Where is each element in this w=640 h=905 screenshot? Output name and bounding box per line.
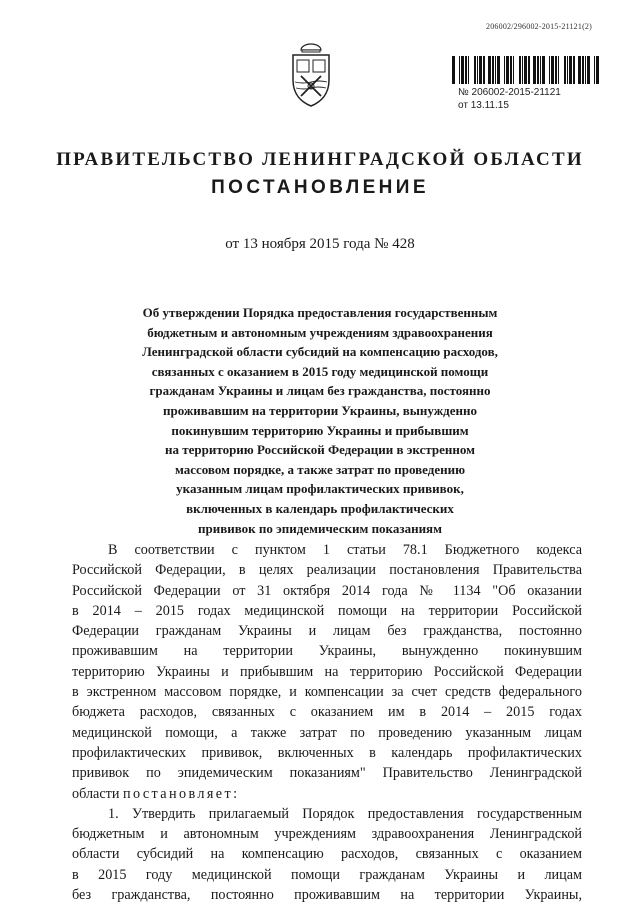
barcode-bar: [594, 56, 595, 84]
barcode-bar: [504, 56, 505, 84]
barcode-bar: [519, 56, 521, 84]
body-line: области субсидий на компенсацию расходов, связанных с оказанием: [72, 846, 582, 863]
document-type: ПОСТАНОВЛЕНИЕ: [211, 177, 429, 198]
title-line: указанным лицам профилактических прививок,: [176, 481, 464, 497]
body-line: 1. Утвердить прилагаемый Порядок предоставления государственным: [108, 805, 582, 822]
barcode-bar: [477, 56, 478, 84]
issuing-authority: ПРАВИТЕЛЬСТВО ЛЕНИНГРАДСКОЙ ОБЛАСТИ: [56, 149, 584, 170]
barcode-bar: [542, 56, 545, 84]
barcode-bar: [522, 56, 523, 84]
barcode-bar: [468, 56, 469, 84]
barcode-bar: [587, 56, 590, 84]
barcode-bar: [537, 56, 539, 84]
barcode-bar: [483, 56, 485, 84]
body-line: без гражданства, постоянно проживавшим на территории Украины,: [72, 887, 582, 904]
body-line: в экстренном массовом порядке, и компенсации за счет средств федерального: [72, 684, 582, 701]
barcode-bar: [497, 56, 500, 84]
title-line: включенных в календарь профилактических: [186, 500, 454, 516]
body-line: В соответствии с пунктом 1 статьи 78.1 Бюджетного кодекса: [108, 542, 582, 558]
title-line: связанных с оказанием в 2015 году медицинской помощи: [151, 363, 489, 379]
barcode-bar: [488, 56, 491, 84]
body-line: проживавшим на территории Украины, вынужденно покинувшим: [72, 643, 582, 660]
coat-of-arms-icon: [287, 42, 335, 108]
barcode-bar: [465, 56, 467, 84]
barcode-bar: [585, 56, 586, 84]
body-line: в 2015 году медицинской помощи гражданам Украины и лицам: [72, 866, 582, 883]
barcode-icon: [452, 56, 600, 84]
barcode-bar: [533, 56, 536, 84]
title-line: Об утверждении Порядка предоставления государственным: [142, 305, 498, 320]
barcode-bar: [528, 56, 530, 84]
body-line: территорию Украины и прибывшим на территорию Российской Федерации: [72, 663, 582, 680]
barcode-bar: [549, 56, 550, 84]
body-line: профилактических прививок, включенных в календарь профилактических: [72, 744, 582, 761]
registration-date: от 13.11.15: [458, 100, 509, 111]
barcode-bar: [567, 56, 568, 84]
barcode-bar: [510, 56, 512, 84]
title-line: Ленинградской области субсидий на компенсацию расходов,: [142, 344, 498, 360]
barcode-bar: [452, 56, 455, 84]
barcode-bar: [492, 56, 494, 84]
title-line: массовом порядке, а также затрат по проведению: [174, 461, 466, 477]
barcode-bar: [524, 56, 527, 84]
resolves-word: постановляет:: [122, 785, 240, 802]
barcode-bar: [558, 56, 559, 84]
barcode-bar: [495, 56, 496, 84]
barcode-bar: [506, 56, 509, 84]
title-line: проживавшим на территории Украины, вынужденно: [162, 402, 477, 418]
title-line: гражданам Украины и лицам без гражданства, постоянно: [149, 383, 491, 399]
document-date-number: от 13 ноября 2015 года № 428: [225, 236, 415, 252]
barcode-bar: [459, 56, 460, 84]
barcode-bar: [513, 56, 514, 84]
barcode-bar: [555, 56, 557, 84]
barcode-bar: [540, 56, 541, 84]
barcode-bar: [578, 56, 581, 84]
body-line: Федерации гражданам Украины и лицам без гражданства, постоянно: [72, 623, 582, 640]
body-line: Российской Федерации от 31 октября 2014 года № 1134 "Об оказании: [72, 582, 582, 599]
top-reference-number: 206002/296002-2015-21121(2): [486, 22, 592, 31]
title-line: на территорию Российской Федерации в экстренном: [165, 442, 475, 458]
barcode-bar: [461, 56, 464, 84]
registration-number: № 206002-2015-21121: [458, 87, 561, 98]
barcode-bar: [582, 56, 584, 84]
barcode-bar: [474, 56, 476, 84]
body-line-text: области: [72, 785, 120, 802]
body-line: бюджета расходов, связанных с оказанием им в 2014 – 2015 годах: [72, 704, 582, 721]
body-line: медицинской помощи, а также затрат по проведению указанным лицам: [72, 724, 582, 741]
title-line: покинувшим территорию Украины и прибывшим: [171, 422, 469, 438]
body-line-resolves: [72, 784, 582, 804]
barcode-bar: [596, 56, 599, 84]
title-line: бюджетным и автономным учреждениям здравоохранения: [147, 324, 493, 340]
body-line: в 2014 – 2015 годах медицинской помощи на территории Российской: [72, 602, 582, 619]
document-title: [100, 303, 540, 538]
title-line: прививок по эпидемическим показаниям: [198, 520, 442, 536]
body-line: бюджетным и автономным учреждениям здравоохранения Ленинградской: [72, 826, 582, 843]
body-line: Российской Федерации, в целях реализации постановления Правительства: [72, 562, 582, 579]
barcode-bar: [569, 56, 572, 84]
barcode-bar: [551, 56, 554, 84]
document-body: [72, 540, 582, 905]
barcode-bar: [479, 56, 482, 84]
barcode-bar: [573, 56, 575, 84]
barcode-bar: [564, 56, 566, 84]
body-line: прививок по эпидемическим показаниям" Правительство Ленинградской: [72, 765, 582, 782]
